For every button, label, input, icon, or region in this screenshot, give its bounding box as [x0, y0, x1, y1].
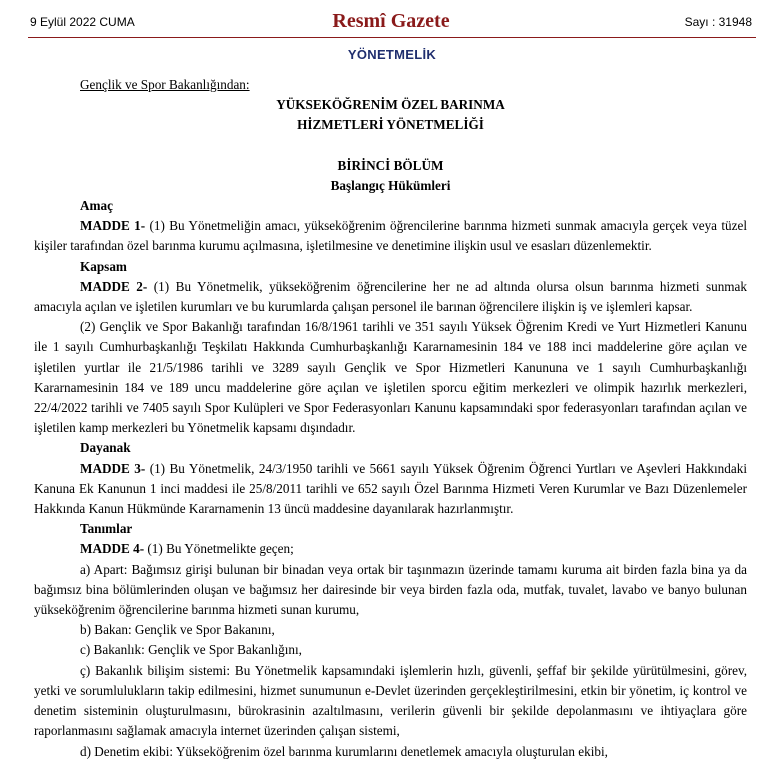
regulation-title-line-1: YÜKSEKÖĞRENİM ÖZEL BARINMA [276, 97, 505, 113]
article-4-text: (1) Bu Yönetmelikte geçen; [144, 541, 294, 557]
article-3-text: (1) Bu Yönetmelik, 24/3/1950 tarihli ve 5661 sayılı Yüksek Öğrenim Öğrenci Yurtları ve Aşevleri Hakkındaki Kanuna Ek Kanunun 1 inci maddesi ile 25/8/2011 tarihli ve 652 sayılı Özel Barınma Hizmeti Veren Kurumlar ve Bazı Düzenlemeler Hakkında Kanun Hükmünde Kararnamenin 13 üncü maddesine dayanılarak hazırlanmıştır. [34, 460, 747, 517]
section-title: YÖNETMELİK [347, 47, 437, 62]
issue-date: 9 Eylül 2022 CUMA [30, 15, 135, 29]
article-4-paragraph [34, 539, 747, 559]
regulation-title-line-2: HİZMETLERİ YÖNETMELİĞİ [297, 117, 484, 133]
article-4-label: MADDE 4- [80, 541, 145, 557]
article-1-label: MADDE 1- [80, 218, 146, 234]
part-subtitle: Başlangıç Hükümleri [330, 177, 451, 193]
article-2-paragraph [34, 277, 747, 317]
article-3-label: MADDE 3- [80, 460, 146, 476]
header-divider [28, 37, 756, 38]
gazette-header [30, 10, 752, 36]
article-3-paragraph [34, 459, 747, 520]
spacer [34, 136, 747, 156]
definition-item: ç) Bakanlık bilişim sistemi: Bu Yönetmelik kapsamındaki işlemlerin hızlı, güvenli, şeffaf bir şekilde yürütülmesini, görev, yetki ve sorumlulukların takip edilmesini, hizmet sunumunun e-Devlet üzerinden gerçekleştirilmesini, etkin bir yönetim, iç kontrol ve denetim sisteminin oluşturulmasını, bürokrasinin azaltılmasını, verilerin güvenli bir şekilde depolanmasını ve ihtiyaçlara göre raporlanmasını sağlamak amacıyla internet üzerinden çalışan sistemi, [34, 662, 747, 739]
article-3-heading: Dayanak [80, 440, 131, 456]
article-1-paragraph [34, 216, 747, 256]
part-title: BİRİNCİ BÖLÜM [337, 157, 444, 173]
article-2-heading: Kapsam [80, 258, 127, 274]
definition-item: a) Apart: Bağımsız girişi bulunan bir binadan veya ortak bir taşınmazın üzerinde tamamı kuruma ait birden fazla bina ya da bağımsız bina bölümlerinden oluşan ve bağımsız her dairesinde bir veya birden fazla oda, mutfak, tuvalet, lavabo ve banyo bulunan yükseköğrenim öğrencilerine barınma hizmeti sunan kurumu, [34, 561, 747, 618]
issuing-ministry: Gençlik ve Spor Bakanlığından: [80, 77, 250, 92]
article-2-text: (1) Bu Yönetmelik, yükseköğrenim öğrencilerine her ne ad altında olursa olsun barınma hizmeti sunmak amacıyla açılan ve işletilen kurumları ve bu kurumlarda çalışan personel ile barınan öğrencilere ilişkin iş ve işlemleri kapsar. [34, 278, 747, 315]
masthead-title: Resmî Gazete [332, 10, 450, 32]
article-4-heading: Tanımlar [80, 521, 133, 537]
article-1-heading: Amaç [80, 198, 113, 214]
definition-item: d) Denetim ekibi: Yükseköğrenim özel barınma kurumlarını denetlemek amacıyla oluşturulan ekibi, [80, 743, 608, 759]
article-2-label: MADDE 2- [80, 278, 148, 294]
document-body [34, 75, 747, 762]
definition-item: c) Bakanlık: Gençlik ve Spor Bakanlığını, [80, 642, 302, 658]
definition-item: b) Bakan: Gençlik ve Spor Bakanını, [80, 622, 275, 638]
issue-number: Sayı : 31948 [684, 15, 752, 29]
article-2-paragraph-2: (2) Gençlik ve Spor Bakanlığı tarafından 16/8/1961 tarihli ve 351 sayılı Yüksek Öğrenim Kredi ve Yurt Hizmetleri Kanunu ile 1 sayılı Cumhurbaşkanlığı Teşkilatı Hakkında Cumhurbaşkanlığı Kararnamesinin 184 ve 188 inci maddelerine göre açılan ve işletilen yurtlar ile 21/5/1986 tarihli ve 3289 sayılı Gençlik ve Spor Hizmetleri Kanununa ve 1 sayılı Cumhurbaşkanlığı Kararnamesinin 184 ve 189 uncu maddelerine göre açılan ve işletilen sporcu eğitim merkezleri ve olimpik hazırlık merkezleri, 22/4/2022 tarihli ve 7405 sayılı Spor Kulüpleri ve Spor Federasyonları Kanunu kapsamındaki spor federasyonları tarafından açılan ve işletilen kamp merkezleri bu Yönetmelik kapsamı dışındadır. [34, 319, 747, 436]
article-1-text: (1) Bu Yönetmeliğin amacı, yükseköğrenim öğrencilerine barınma hizmeti sunmak amacıyla gerçek veya tüzel kişiler tarafından özel barınma kurumu açılmasına, işletilmesine ve denetimine ilişkin usul ve esasları düzenlemektir. [34, 218, 747, 254]
